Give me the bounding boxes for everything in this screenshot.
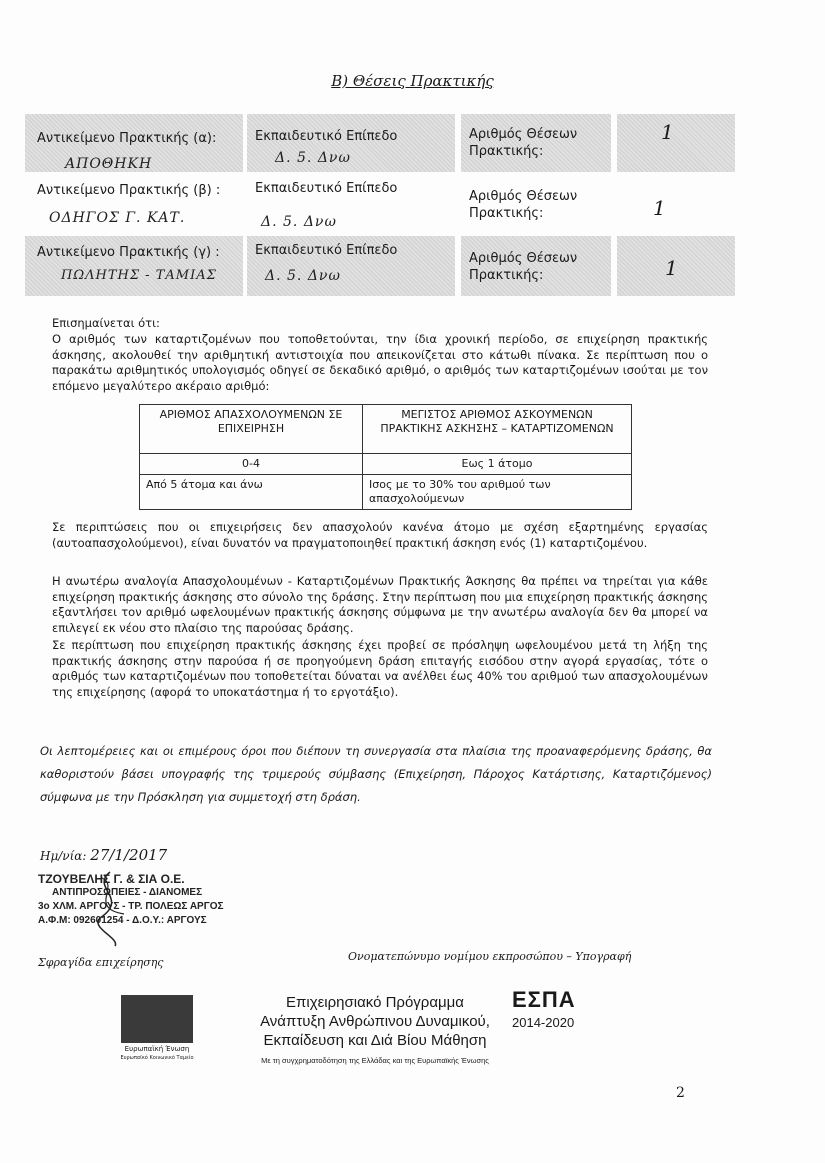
row-c-positions-label: Αριθμός Θέσεων Πρακτικής:: [469, 251, 578, 283]
eu-flag-icon: [121, 995, 193, 1043]
row-b-level-value: Δ. 5. Δνω: [261, 214, 337, 230]
table-cell: Ισος με το 30% του αριθμού των απασχολούμενων: [363, 475, 632, 510]
table-header-employees: ΑΡΙΘΜΟΣ ΑΠΑΣΧΟΛΟΥΜΕΝΩΝ ΣΕ ΕΠΙΧΕΙΡΗΣΗ: [140, 405, 363, 454]
row-a-count-bg: [617, 114, 735, 172]
table-header-max-trainees: ΜΕΓΙΣΤΟΣ ΑΡΙΘΜΟΣ ΑΣΚΟΥΜΕΝΩΝ ΠΡΑΚΤΙΚΗΣ ΑΣΚΗΣΗΣ – ΚΑΤΑΡΤΙΖΟΜΕΝΩΝ: [363, 405, 632, 454]
paragraph-ratio-rule: Η ανωτέρω αναλογία Απασχολουμένων - Καταρτιζομένων Πρακτικής Άσκησης θα πρέπει να τηρείται για κάθε επιχείρηση πρακτικής άσκησης στο σύνολο της δράσης. Στην περίπτωση που μια επιχείρηση πρακτικής άσκησης εξαντλήσει τον αριθμό ωφελουμένων πρακτικής άσκησης σύμφωνα με την ανωτέρω αναλογία δεν θα μπορεί να επιλεγεί εκ νέου στο πλαίσιο της παρούσας δράσης.: [52, 574, 708, 635]
stamp-line: 3ο ΧΛΜ. ΑΡΓΟΥΣ - ΤΡ. ΠΟΛΕΩΣ ΑΡΓΟΣ: [38, 901, 224, 912]
row-c-subject-label: Αντικείμενο Πρακτικής (γ) :: [37, 245, 220, 260]
row-c-level-label: Εκπαιδευτικό Επίπεδο: [255, 243, 398, 258]
row-a-subject-value: ΑΠΟΘΗΚΗ: [65, 156, 153, 172]
row-a-positions-value: 1: [661, 120, 674, 144]
espa-years: 2014-2020: [512, 1015, 575, 1030]
table-row: [140, 454, 632, 475]
representative-label: Ονοματεπώνυμο νομίμου εκπροσώπου – Υπογραφή: [348, 950, 632, 963]
row-c-positions-value: 1: [665, 256, 678, 280]
eu-logo: [117, 993, 197, 1063]
placements-grid: [25, 108, 737, 298]
date-label: Ημ/νία:: [40, 849, 87, 863]
row-b-positions-label: Αριθμός Θέσεων Πρακτικής:: [469, 189, 578, 221]
paragraph-hiring-rule: Σε περίπτωση που επιχείρηση πρακτικής άσκησης έχει προβεί σε πρόσληψη ωφελουμένου μετά τη λήξη της πρακτικής άσκησης στην παρούσα ή σε προηγούμενη δράση επιταγής εισόδου στην αγορά εργασίας, τότε ο αριθμός των καταρτιζομένων που τοποθετείται δύναται να ανέλθει έως 40% του αριθμού των απασχολουμένων της επιχείρησης (αφορά το υποκατάστημα ή το εργοτάξιο).: [52, 638, 708, 699]
signature-scribble: [80, 868, 150, 948]
espa-logo-text: ΕΣΠΑ: [512, 987, 576, 1012]
date-value: 27/1/2017: [90, 846, 168, 864]
eu-label: Ευρωπαϊκή Ένωση: [124, 1045, 190, 1053]
row-a-level-label: Εκπαιδευτικό Επίπεδο: [255, 129, 398, 144]
program-title: [220, 993, 530, 1066]
cofinance-note: Με τη συγχρηματοδότηση της Ελλάδας και της Ευρωπαϊκής Ένωσης: [261, 1056, 489, 1065]
page-number: 2: [676, 1085, 685, 1101]
row-b-level-label: Εκπαιδευτικό Επίπεδο: [255, 181, 398, 196]
row-b-subject-label: Αντικείμενο Πρακτικής (β) :: [37, 183, 221, 198]
row-b-positions-value: 1: [653, 196, 666, 220]
notice-body: Ο αριθμός των καταρτιζομένων που τοποθετούνται, την ίδια χρονική περίοδο, σε επιχείρηση πρακτικής άσκησης, ακολουθεί την αριθμητική αντιστοιχία που απεικονίζεται στο κάτωθι πίνακα. Σε περίπτωση που ο παρακάτω αριθμητικός υπολογισμός οδηγεί σε δεκαδικό αριθμό, ο αριθμός των καταρτιζομένων ισούται με τον επόμενο μεγαλύτερο ακέραιο αριθμό:: [52, 332, 708, 393]
row-a-level-value: Δ. 5. Δνω: [275, 150, 351, 166]
stamp-line: ΤΖΟΥΒΕΛΗΣ Γ. & ΣΙΑ Ο.Ε.: [38, 872, 185, 886]
ratio-table: [139, 404, 632, 510]
stamp-line: ΑΝΤΙΠΡΟΣΩΠΕΙΕΣ - ΔΙΑΝΟΜΕΣ: [52, 887, 203, 898]
date-line: [40, 846, 167, 864]
espa-logo: [512, 987, 622, 1030]
table-row: [140, 475, 632, 510]
row-a-subject-label: Αντικείμενο Πρακτικής (α):: [37, 131, 217, 146]
section-title: Β) Θέσεις Πρακτικής: [331, 72, 494, 90]
eu-sub: Ευρωπαϊκό Κοινωνικό Ταμείο: [120, 1055, 194, 1061]
paragraph-self-employed: Σε περιπτώσεις που οι επιχειρήσεις δεν απασχολούν κανένα άτομο με σχέση εξαρτημένης εργασίας (αυτοαπασχολούμενοι), είναι δυνατόν να πραγματοποιηθεί πρακτική άσκηση ενός (1) καταρτιζομένου.: [52, 520, 708, 550]
stamp-line: Α.Φ.Μ: 092601254 - Δ.Ο.Υ.: ΑΡΓΟΥΣ: [38, 915, 207, 926]
row-c-subject-value: ΠΩΛΗΤΗΣ - ΤΑΜΙΑΣ: [61, 268, 217, 283]
program-line: Ανάπτυξη Ανθρώπινου Δυναμικού,: [260, 1013, 490, 1030]
notice-intro: Επισημαίνεται ότι:: [52, 316, 160, 330]
stamp-label: Σφραγίδα επιχείρησης: [38, 956, 164, 969]
table-cell: 0-4: [140, 454, 363, 475]
row-a-positions-label: Αριθμός Θέσεων Πρακτικής:: [469, 127, 578, 159]
table-cell: Από 5 άτομα και άνω: [140, 475, 363, 510]
table-header-row: [140, 405, 632, 454]
program-line: Επιχειρησιακό Πρόγραμμα: [286, 994, 464, 1011]
row-c-level-value: Δ. 5. Δνω: [265, 268, 341, 284]
row-b-subject-value: ΟΔΗΓΟΣ Γ. ΚΑΤ.: [49, 210, 186, 226]
table-cell: Εως 1 άτομο: [363, 454, 632, 475]
paragraph-contract-terms: Οι λεπτομέρειες και οι επιμέρους όροι που διέπουν τη συνεργασία στα πλαίσια της προαναφερόμενης δράσης, θα καθοριστούν βάσει υπογραφής της τριμερούς σύμβασης (Επιχείρηση, Πάροχος Κατάρτισης, Καταρτιζόμενος) σύμφωνα με την Πρόσκληση για συμμετοχή στη δράση.: [40, 744, 712, 804]
program-line: Εκπαίδευση και Διά Βίου Μάθηση: [263, 1032, 487, 1049]
